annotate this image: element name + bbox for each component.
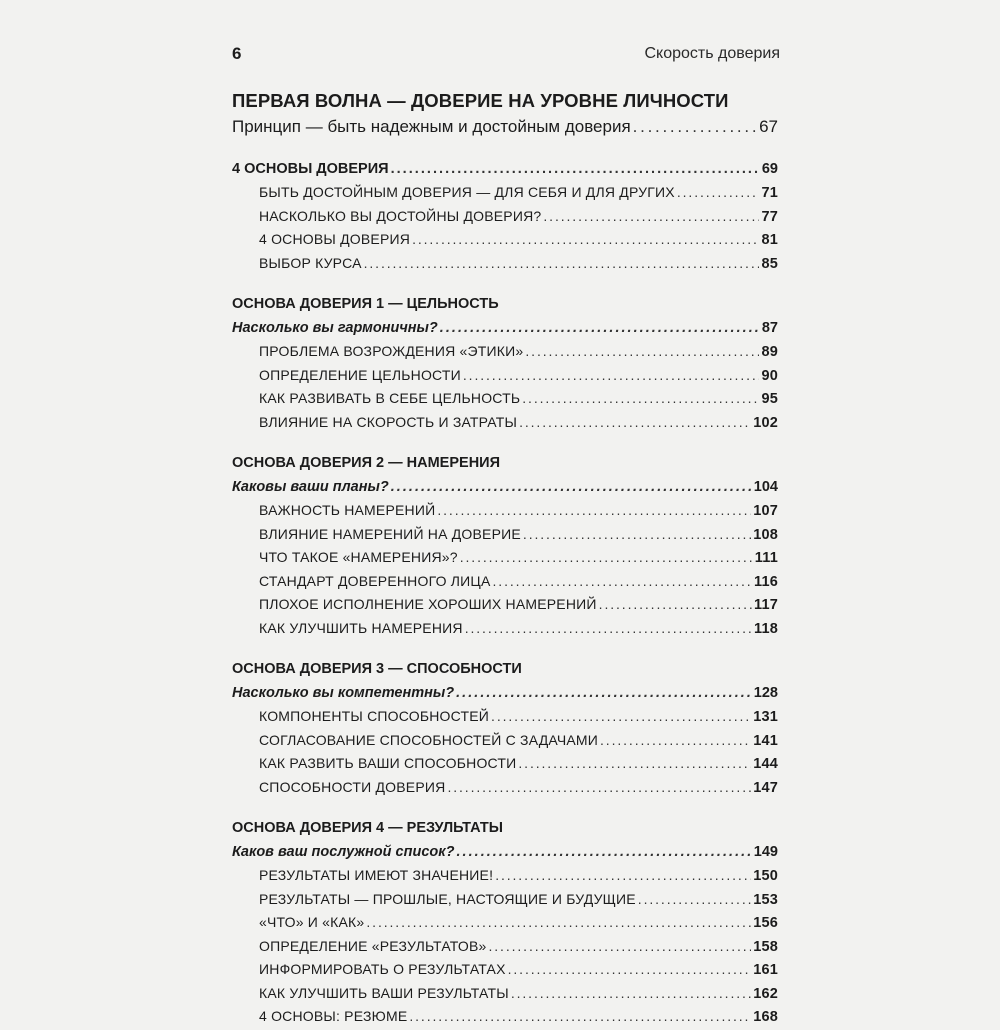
toc-entry-page: 161 — [753, 962, 778, 978]
page-header — [232, 44, 780, 68]
toc-section — [232, 451, 778, 640]
toc-entry-page: 116 — [754, 573, 778, 590]
toc-entry-label: НАСКОЛЬКО ВЫ ДОСТОЙНЫ ДОВЕРИЯ? — [259, 207, 542, 224]
toc-section-title: ОСНОВА ДОВЕРИЯ 2 — НАМЕРЕНИЯ — [232, 455, 501, 471]
dot-leader — [460, 546, 753, 570]
toc-entry-page: 90 — [761, 367, 778, 384]
dot-leader — [391, 157, 760, 181]
dot-leader — [638, 888, 751, 912]
toc-section-subtitle[interactable] — [232, 475, 778, 499]
toc-entry-label: 4 ОСНОВЫ ДОВЕРИЯ — [232, 161, 389, 177]
toc-item[interactable] — [232, 411, 778, 435]
toc-entry-label: ВЛИЯНИЕ НАМЕРЕНИЙ НА ДОВЕРИЕ — [259, 525, 521, 542]
toc-entry-page: 89 — [761, 344, 778, 360]
toc-entry-label: ПЛОХОЕ ИСПОЛНЕНИЕ ХОРОШИХ НАМЕРЕНИЙ — [259, 596, 597, 612]
dot-leader — [366, 911, 751, 935]
toc-entry-label: РЕЗУЛЬТАТЫ ИМЕЮТ ЗНАЧЕНИЕ! — [259, 867, 494, 883]
dot-leader — [447, 776, 751, 800]
toc-entry-page: 67 — [759, 117, 778, 136]
toc-entry-page: 107 — [753, 503, 778, 519]
toc-entry-label: РЕЗУЛЬТАТЫ — ПРОШЛЫЕ, НАСТОЯЩИЕ И БУДУЩИЕ — [259, 890, 636, 907]
toc-item[interactable] — [232, 911, 778, 935]
dot-leader — [508, 958, 752, 982]
toc-entry-label: ПРОБЛЕМА ВОЗРОЖДЕНИЯ «ЭТИКИ» — [259, 343, 524, 359]
dot-leader — [543, 205, 759, 229]
dot-leader — [437, 499, 751, 523]
toc-entry-label: ИНФОРМИРОВАТЬ О РЕЗУЛЬТАТАХ — [259, 961, 506, 977]
toc-entry-page: 81 — [761, 232, 778, 248]
toc-entry-page: 118 — [754, 620, 778, 637]
dot-leader — [463, 364, 760, 388]
toc-entry-label: Каковы ваши планы? — [232, 479, 389, 495]
toc-entry-page: 104 — [753, 479, 778, 495]
toc-item[interactable] — [232, 546, 778, 570]
toc-section — [232, 292, 778, 434]
dot-leader — [456, 681, 752, 705]
toc-entry-page: 168 — [753, 1009, 778, 1025]
toc-item[interactable] — [232, 593, 778, 617]
wave-title: ПЕРВАЯ ВОЛНА — ДОВЕРИЕ НА УРОВНЕ ЛИЧНОСТИ — [232, 90, 729, 111]
toc-entry-page: 147 — [753, 779, 778, 796]
toc-item[interactable] — [232, 752, 778, 776]
toc-section-subtitle[interactable] — [232, 316, 778, 340]
toc-entry-label: КАК УЛУЧШИТЬ НАМЕРЕНИЯ — [259, 619, 463, 636]
toc-entry-page: 71 — [761, 185, 778, 201]
toc-section-title: ОСНОВА ДОВЕРИЯ 1 — ЦЕЛЬНОСТЬ — [232, 296, 499, 312]
toc-entry-label: СОГЛАСОВАНИЕ СПОСОБНОСТЕЙ С ЗАДАЧАМИ — [259, 731, 599, 748]
toc-item[interactable] — [232, 570, 778, 594]
toc-entry-page: 85 — [761, 255, 778, 272]
toc-section-subtitle[interactable] — [232, 840, 778, 864]
toc-item[interactable] — [232, 252, 778, 276]
dot-leader — [519, 411, 751, 435]
toc-entry-label: КАК УЛУЧШИТЬ ВАШИ РЕЗУЛЬТАТЫ — [259, 984, 509, 1001]
dot-leader — [600, 729, 751, 753]
toc-section — [232, 157, 778, 275]
toc-section-title: ОСНОВА ДОВЕРИЯ 4 — РЕЗУЛЬТАТЫ — [232, 820, 503, 836]
toc-entry-label: Насколько вы компетентны? — [232, 685, 455, 701]
toc-item[interactable] — [232, 364, 778, 388]
toc-entry-page: 117 — [754, 597, 778, 613]
toc-item[interactable] — [232, 181, 778, 205]
toc-entry-label: 4 ОСНОВЫ ДОВЕРИЯ — [259, 231, 411, 247]
toc-entry-page: 128 — [753, 685, 778, 701]
toc-entry-page: 150 — [753, 868, 778, 884]
table-of-contents — [232, 88, 778, 1029]
dot-leader — [525, 340, 759, 364]
toc-item[interactable] — [232, 982, 778, 1006]
dot-leader — [523, 523, 751, 547]
toc-item[interactable] — [232, 228, 778, 252]
toc-item[interactable] — [232, 617, 778, 641]
toc-section-title: ОСНОВА ДОВЕРИЯ 3 — СПОСОБНОСТИ — [232, 661, 522, 677]
page-number: 6 — [232, 44, 242, 63]
dot-leader — [495, 864, 751, 888]
toc-entry-page: 77 — [761, 208, 778, 225]
toc-entry-page: 144 — [753, 756, 778, 772]
toc-entry-label: БЫТЬ ДОСТОЙНЫМ ДОВЕРИЯ — ДЛЯ СЕБЯ И ДЛЯ ДРУГИХ — [259, 184, 675, 200]
toc-entry-label: Каков ваш послужной список? — [232, 844, 455, 860]
toc-section-subtitle[interactable] — [232, 681, 778, 705]
toc-entry-page: 141 — [753, 732, 778, 749]
dot-leader — [633, 114, 757, 140]
toc-entry-page: 149 — [753, 844, 778, 860]
running-title: Скорость доверия — [644, 45, 780, 62]
dot-leader — [391, 475, 752, 499]
toc-principle-entry[interactable] — [232, 114, 778, 140]
toc-entry-label: Принцип — быть надежным и достойным доверия — [232, 117, 631, 136]
toc-section — [232, 816, 778, 1029]
toc-entry-label: 4 ОСНОВЫ: РЕЗЮМЕ — [259, 1008, 408, 1024]
toc-entry-page: 69 — [761, 161, 778, 177]
dot-leader — [412, 228, 759, 252]
toc-entry-page: 131 — [753, 709, 778, 725]
dot-leader — [511, 982, 751, 1006]
toc-entry-label: ОПРЕДЕЛЕНИЕ ЦЕЛЬНОСТИ — [259, 366, 461, 383]
toc-entry-label: ВЛИЯНИЕ НА СКОРОСТЬ И ЗАТРАТЫ — [259, 413, 518, 430]
toc-item[interactable] — [232, 888, 778, 912]
toc-entry-page: 156 — [753, 915, 778, 931]
toc-entry-label: ОПРЕДЕЛЕНИЕ «РЕЗУЛЬТАТОВ» — [259, 937, 487, 954]
toc-entry-label: КАК РАЗВИТЬ ВАШИ СПОСОБНОСТИ — [259, 755, 517, 771]
toc-entry-label: КАК РАЗВИВАТЬ В СЕБЕ ЦЕЛЬНОСТЬ — [259, 390, 521, 406]
toc-entry-label: Насколько вы гармоничны? — [232, 320, 438, 336]
toc-item[interactable] — [232, 340, 778, 364]
dot-leader — [677, 181, 760, 205]
dot-leader — [465, 617, 752, 641]
toc-entry-page: 95 — [761, 391, 778, 407]
toc-entry-page: 162 — [753, 985, 778, 1002]
toc-entry-page: 102 — [753, 414, 778, 431]
toc-item[interactable] — [232, 958, 778, 982]
toc-entry-page: 158 — [753, 938, 778, 955]
toc-item[interactable] — [232, 776, 778, 800]
toc-item[interactable] — [232, 705, 778, 729]
toc-section-head[interactable] — [232, 157, 778, 181]
dot-leader — [522, 387, 759, 411]
toc-entry-page: 153 — [753, 891, 778, 908]
dot-leader — [489, 935, 752, 959]
toc-item[interactable] — [232, 205, 778, 229]
toc-item[interactable] — [232, 499, 778, 523]
toc-entry-page: 108 — [753, 526, 778, 543]
dot-leader — [493, 570, 752, 594]
toc-entry-label: СТАНДАРТ ДОВЕРЕННОГО ЛИЦА — [259, 572, 491, 589]
toc-item[interactable] — [232, 935, 778, 959]
dot-leader — [491, 705, 751, 729]
dot-leader — [456, 840, 751, 864]
dot-leader — [518, 752, 751, 776]
dot-leader — [409, 1005, 751, 1029]
dot-leader — [440, 316, 760, 340]
toc-entry-label: «ЧТО» И «КАК» — [259, 914, 365, 930]
toc-item[interactable] — [232, 1005, 778, 1029]
toc-item[interactable] — [232, 729, 778, 753]
toc-item[interactable] — [232, 387, 778, 411]
toc-entry-label: ВЫБОР КУРСА — [259, 254, 362, 271]
toc-entry-page: 87 — [761, 320, 778, 336]
toc-entry-label: КОМПОНЕНТЫ СПОСОБНОСТЕЙ — [259, 708, 490, 724]
toc-section — [232, 657, 778, 799]
toc-entry-label: ЧТО ТАКОЕ «НАМЕРЕНИЯ»? — [259, 549, 458, 565]
toc-entry-page: 111 — [754, 550, 778, 566]
toc-entry-label: ВАЖНОСТЬ НАМЕРЕНИЙ — [259, 502, 436, 518]
dot-leader — [599, 593, 752, 617]
toc-entry-label: СПОСОБНОСТИ ДОВЕРИЯ — [259, 778, 446, 795]
toc-item[interactable] — [232, 864, 778, 888]
toc-item[interactable] — [232, 523, 778, 547]
dot-leader — [364, 252, 760, 276]
